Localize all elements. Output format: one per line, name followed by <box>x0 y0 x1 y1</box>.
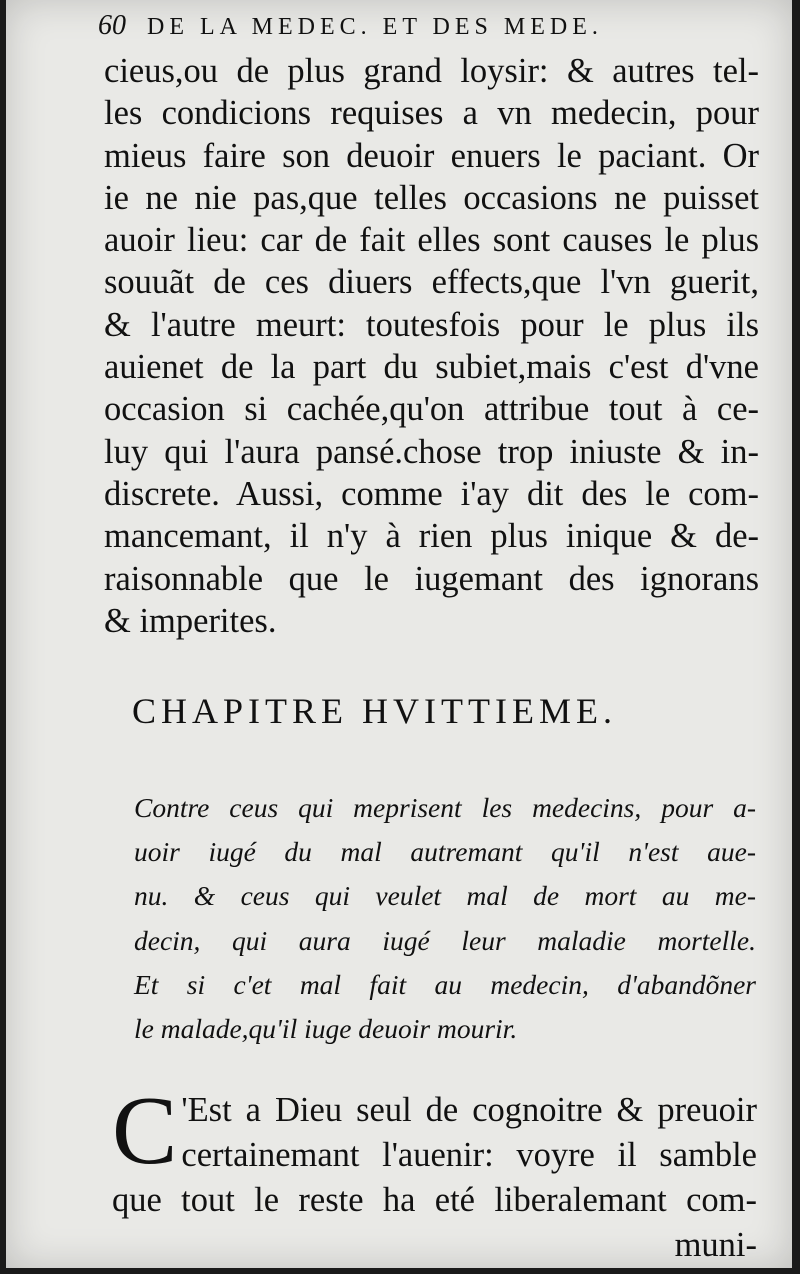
drop-capital: C <box>112 1077 178 1185</box>
text-line: certainemant l'auenir: voyre il samble <box>181 1136 757 1174</box>
summary-line: uoir iugé du mal autremant qu'il n'est aue- <box>134 836 756 868</box>
main-text <box>104 50 759 642</box>
text-line: ie ne nie pas,que telles occasions ne puisset <box>104 178 759 217</box>
chapter-text <box>112 1077 757 1268</box>
text-line: raisonnable que le iugemant des ignorans <box>104 559 759 598</box>
text-line: que tout le reste ha eté liberalemant com- <box>112 1181 757 1219</box>
page-number: 60 <box>98 10 126 41</box>
book-page <box>6 0 792 1268</box>
text-line: auoir lieu: car de fait elles sont causes le plus <box>104 221 759 260</box>
text-line: luy qui l'aura pansé.chose trop iniuste & in- <box>104 432 759 471</box>
text-line: souuãt de ces diuers effects,que l'vn guerit, <box>104 263 759 302</box>
running-title: DE LA MEDEC. ET DES MEDE. <box>147 14 603 40</box>
text-line: & imperites. <box>104 601 277 640</box>
text-line: mieus faire son deuoir enuers le paciant. Or <box>104 136 759 175</box>
summary-line: nu. & ceus qui veulet mal de mort au me- <box>134 880 756 912</box>
text-line: auienet de la part du subiet,mais c'est d'vne <box>104 348 759 387</box>
chapter-heading: CHAPITRE HVITTIEME. <box>132 691 617 731</box>
text-line: occasion si cachée,qu'on attribue tout à ce- <box>104 390 759 429</box>
catchword: muni- <box>674 1226 757 1264</box>
text-line: 'Est a Dieu seul de cognoitre & preuoir <box>181 1091 757 1129</box>
chapter-summary <box>134 786 756 1051</box>
running-header <box>98 10 758 42</box>
summary-line: Contre ceus qui meprisent les medecins, pour a- <box>134 792 756 823</box>
text-line: discrete. Aussi, comme i'ay dit des le com- <box>104 474 759 513</box>
text-line: & l'autre meurt: toutesfois pour le plus ils <box>104 305 759 344</box>
text-line: les condicions requises a vn medecin, pour <box>104 94 759 133</box>
summary-line: Et si c'et mal fait au medecin, d'abandõner <box>134 968 756 1000</box>
text-line: cieus,ou de plus grand loysir: & autres tel- <box>104 52 759 90</box>
summary-line: le malade,qu'il iuge deuoir mourir. <box>134 1013 518 1045</box>
summary-line: decin, qui aura iugé leur maladie mortelle. <box>134 924 756 956</box>
text-line: mancemant, il n'y à rien plus inique & de- <box>104 517 759 556</box>
